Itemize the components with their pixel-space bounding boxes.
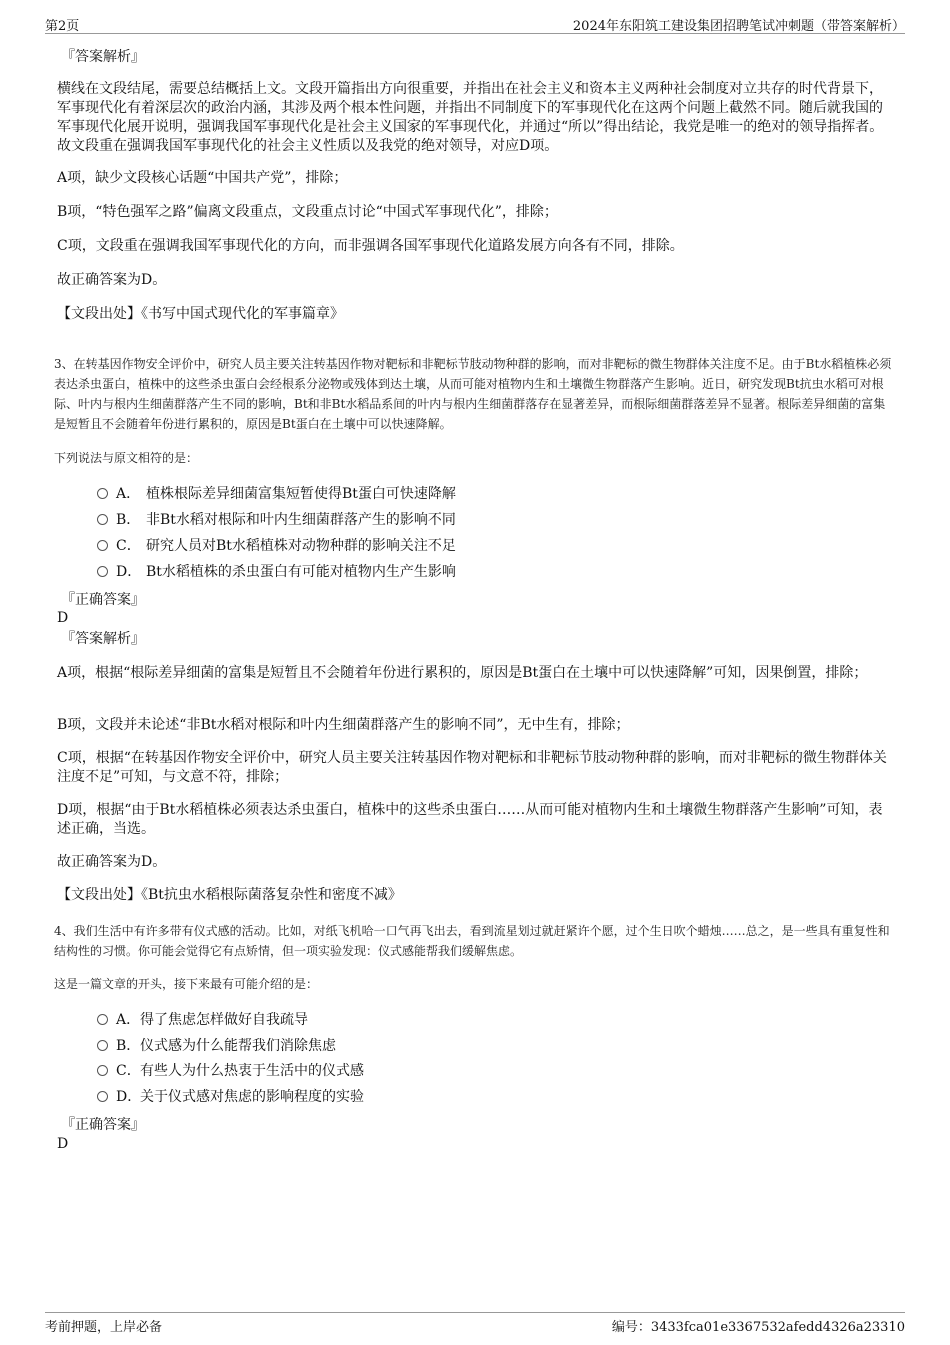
correct-answer: D (57, 610, 69, 626)
q4-option-b[interactable]: B．仪式感为什么能帮我们消除焦虑 (97, 1037, 336, 1055)
question-3-prompt: 下列说法与原文相符的是： (54, 451, 199, 465)
analysis-option-c: C项，文段重在强调我国军事现代化的方向，而非强调各国军事现代化道路发展方向各有不同，排除。 (57, 238, 684, 254)
correct-answer: D (57, 1136, 69, 1152)
correct-answer-label: 『正确答案』 (61, 592, 145, 608)
q3-option-d[interactable]: D． Bt水稻植株的杀虫蛋白有可能对植物内生产生影响 (97, 563, 456, 581)
document-serial: 编号：3433fca01e3367532afedd4326a23310 (611, 1320, 905, 1335)
document-title: 2024年东阳筑工建设集团招聘笔试冲刺题（带答案解析） (572, 19, 905, 34)
correct-answer-label: 『正确答案』 (61, 1117, 145, 1133)
q3-option-b[interactable]: B． 非Bt水稻对根际和叶内生细菌群落产生的影响不同 (97, 511, 456, 529)
analysis-option-d: D项，根据“由于Bt水稻植株必须表达杀虫蛋白，植株中的这些杀虫蛋白……从而可能对植物内生和土壤微生物群落产生影响”可知，表述正确，当选。 (57, 802, 883, 837)
analysis-label: 『答案解析』 (61, 631, 145, 647)
question-4-text: 4、我们生活中有许多带有仪式感的活动。比如，对纸飞机哈一口气再飞出去，看到流星划过就赶紧许个愿，过个生日吹个蜡烛……总之，是一些具有重复性和结构性的习惯。你可能会觉得它有点矫情，但一项实验发现：仪式感能帮我们缓解焦虑。 (54, 924, 890, 958)
analysis-conclusion: 故正确答案为D。 (57, 854, 167, 870)
analysis-conclusion: 故正确答案为D。 (57, 272, 167, 288)
analysis-option-a: A项，根据“根际差异细菌的富集是短暂且不会随着年份进行累积的，原因是Bt蛋白在土壤中可以快速降解”可知，因果倒置，排除； (57, 665, 868, 681)
radio-icon[interactable] (97, 514, 108, 525)
analysis-option-b: B项，“特色强军之路”偏离文段重点，文段重点讨论“中国式军事现代化”，排除； (57, 204, 558, 220)
radio-icon[interactable] (97, 488, 108, 499)
analysis-option-a: A项，缺少文段核心话题“中国共产党”，排除； (57, 170, 348, 186)
analysis-paragraph: 横线在文段结尾，需要总结概括上文。文段开篇指出方向很重要，并指出在社会主义和资本主义两种社会制度对立共存的时代背景下，军事现代化有着深层次的政治内涵，其涉及两个根本性问题，并指出不同制度下的军事现代化在这两个问题上截然不同。随后就我国的军事现代化展开说明，强调我国军事现代化是社会主义国家的军事现代化，并通过“所以”得出结论，我党是唯一的绝对的领导指挥者。故文段重在强调我国军事现代化的社会主义性质以及我党的绝对领导，对应D项。 (57, 81, 884, 154)
radio-icon[interactable] (97, 1091, 108, 1102)
source-citation: 【文段出处】《书写中国式现代化的军事篇章》 (57, 306, 344, 322)
q3-option-a[interactable]: A． 植株根际差异细菌富集短暂使得Bt蛋白可快速降解 (97, 485, 456, 503)
q4-option-d[interactable]: D．关于仪式感对焦虑的影响程度的实验 (97, 1088, 364, 1106)
radio-icon[interactable] (97, 1040, 108, 1051)
q4-option-a[interactable]: A．得了焦虑怎样做好自我疏导 (97, 1011, 308, 1029)
q4-option-c[interactable]: C．有些人为什么热衷于生活中的仪式感 (97, 1062, 364, 1080)
page-header (45, 13, 905, 34)
footer-slogan: 考前押题，上岸必备 (45, 1320, 163, 1335)
question-4-prompt: 这是一篇文章的开头，接下来最有可能介绍的是： (54, 977, 319, 991)
analysis-option-c: C项，根据“在转基因作物安全评价中，研究人员主要关注转基因作物对靶标和非靶标节肢动物种群的影响，而对非靶标的微生物群体关注度不足”可知，与文意不符，排除； (57, 750, 887, 785)
radio-icon[interactable] (97, 540, 108, 551)
q3-option-c[interactable]: C． 研究人员对Bt水稻植株对动物种群的影响关注不足 (97, 537, 456, 555)
radio-icon[interactable] (97, 1014, 108, 1025)
analysis-label: 『答案解析』 (61, 49, 145, 65)
question-3-text: 3、在转基因作物安全评价中，研究人员主要关注转基因作物对靶标和非靶标节肢动物种群的影响，而对非靶标的微生物群体关注度不足。由于Bt水稻植株必须表达杀虫蛋白，植株中的这些杀虫蛋白会经根系分泌物或残体到达土壤，从而可能对植物内生和土壤微生物群落产生影响。近日，研究发现Bt抗虫水稻可对根际、叶内与根内生细菌群落产生不同的影响，Bt和非Bt水稻品系间的叶内与根内生细菌群落存在显著差异，而根际细菌群落差异不显著。根际差异细菌的富集是短暂且不会随着年份进行累积的，原因是Bt蛋白在土壤中可以快速降解。 (54, 357, 892, 431)
page-footer (45, 1312, 905, 1335)
page-number: 第2页 (45, 19, 80, 34)
analysis-option-b: B项，文段并未论述“非Bt水稻对根际和叶内生细菌群落产生的影响不同”，无中生有，排除； (57, 717, 630, 733)
source-citation: 【文段出处】《Bt抗虫水稻根际菌落复杂性和密度不减》 (57, 887, 402, 903)
radio-icon[interactable] (97, 1065, 108, 1076)
radio-icon[interactable] (97, 566, 108, 577)
